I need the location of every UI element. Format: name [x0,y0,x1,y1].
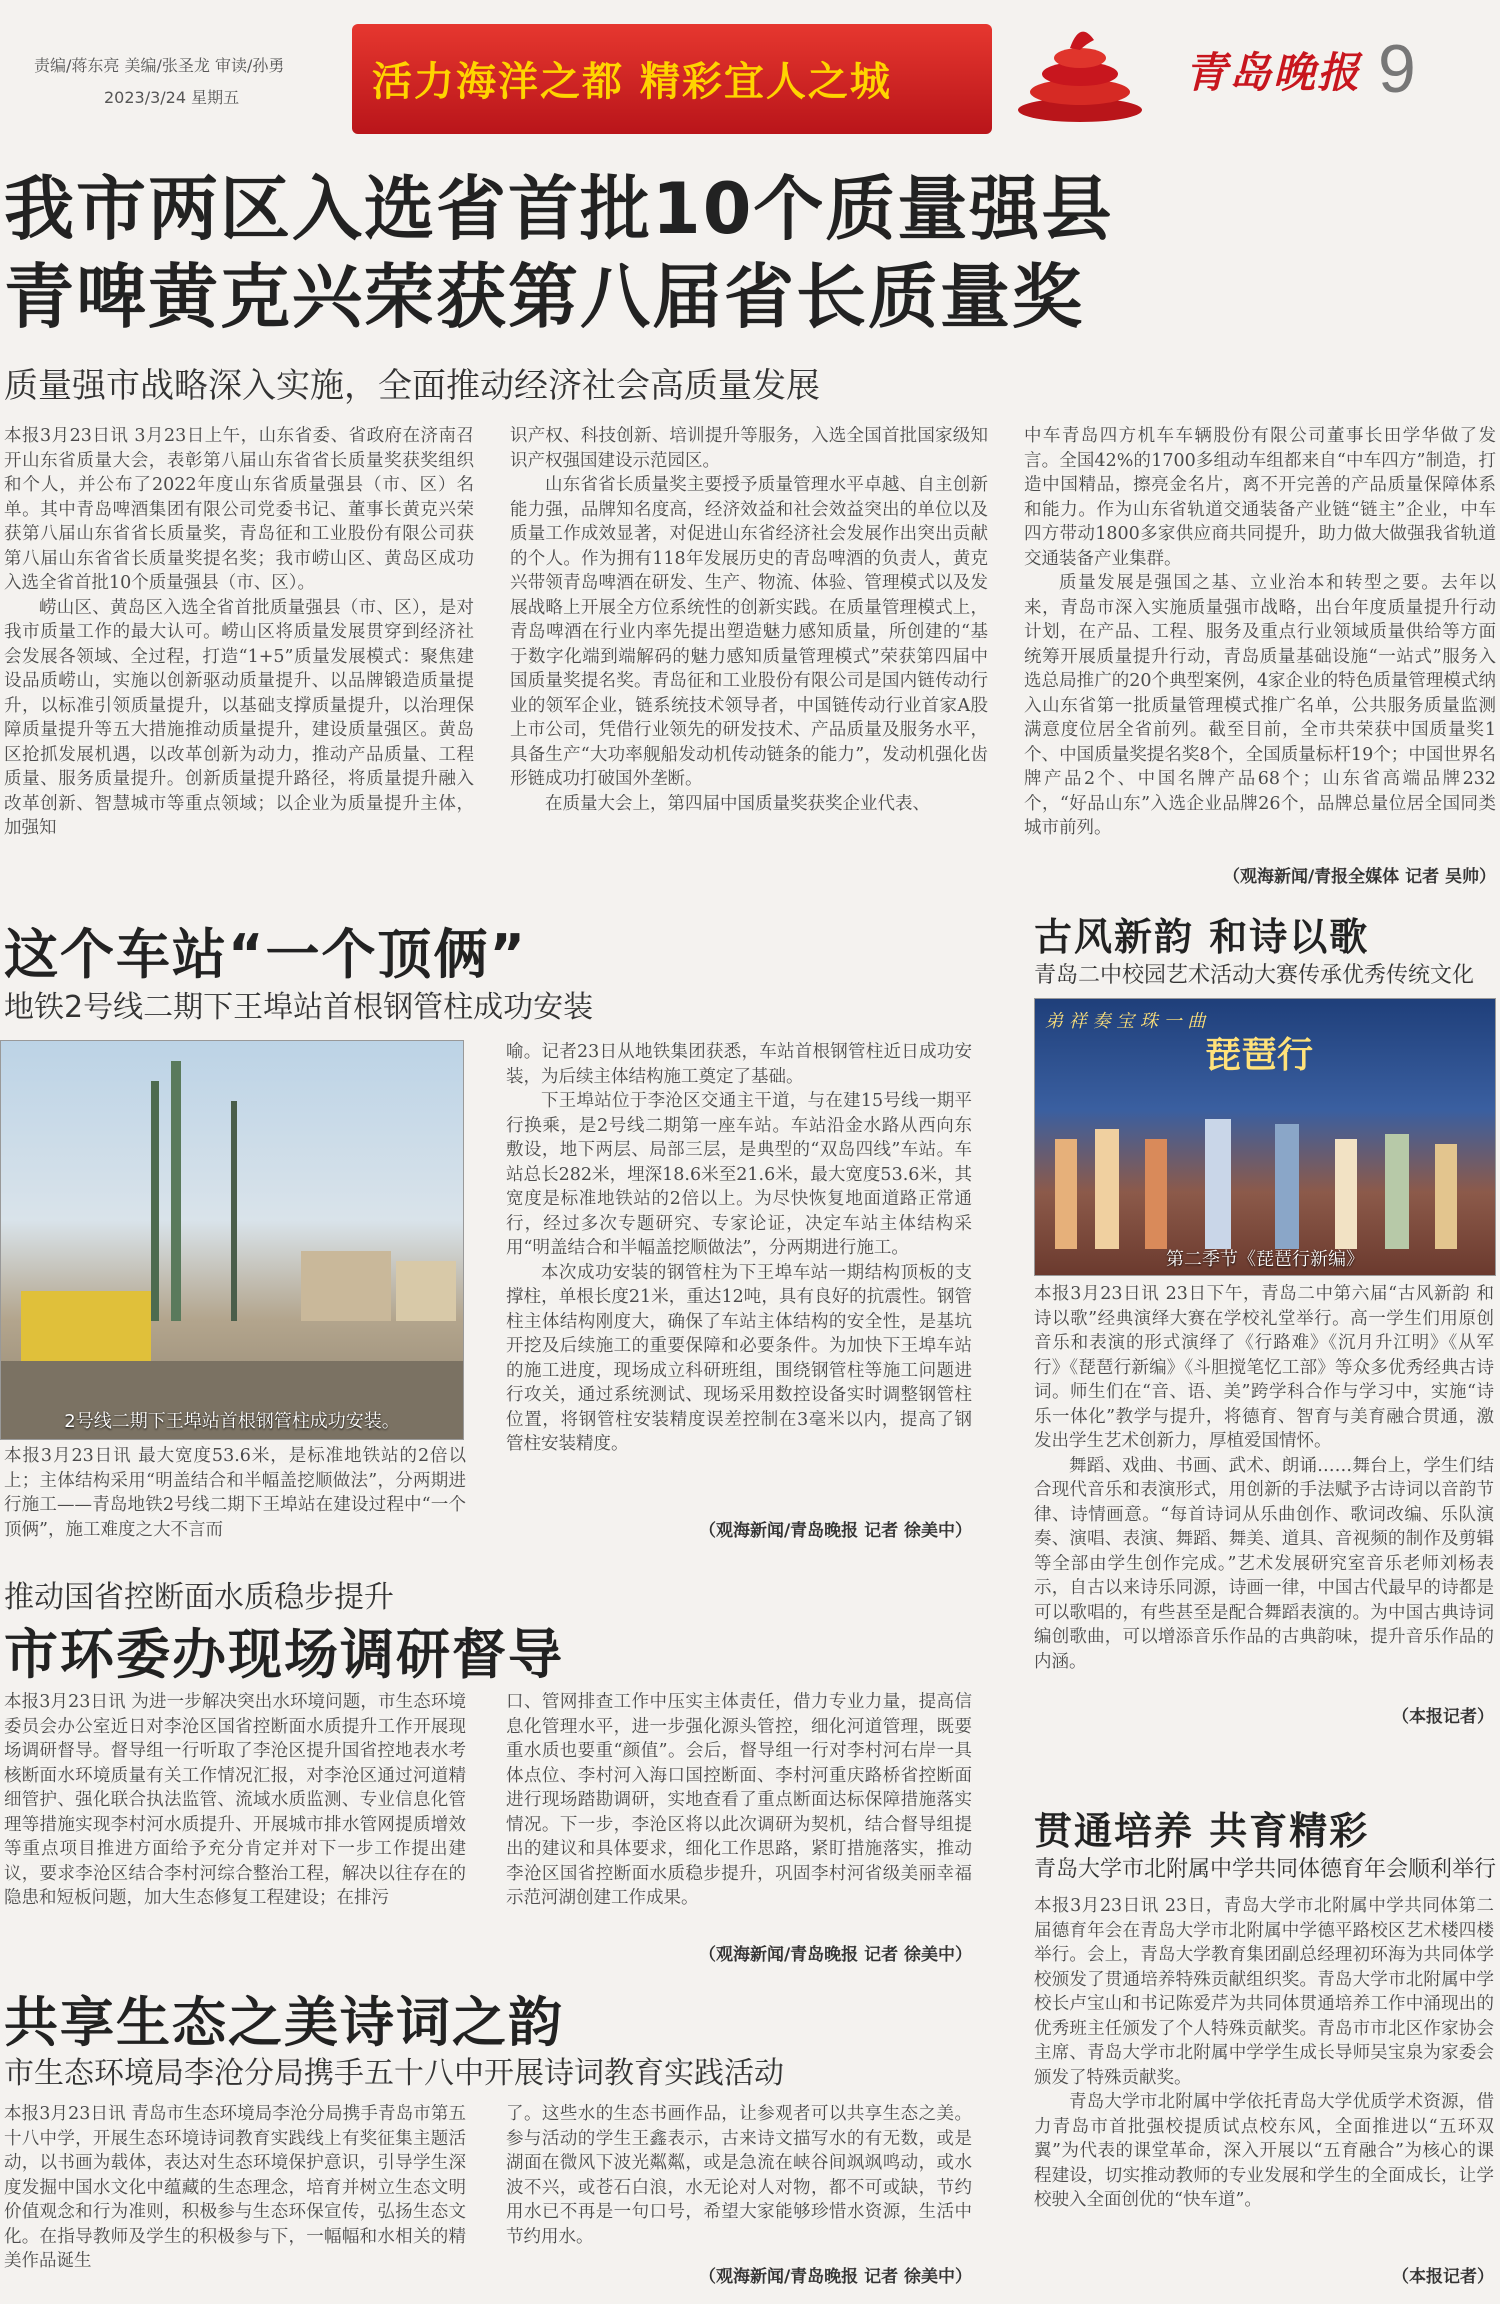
landmark-sculpture-icon [1010,18,1150,128]
subway-construction-photo [0,1040,464,1440]
article4-subtitle: 市生态环境局李沧分局携手五十八中开展诗词教育实践活动 [4,2056,784,2091]
article2-subtitle: 地铁2号线二期下王埠站首根钢管柱成功安装 [4,990,594,1025]
paragraph: 了。这些水的生态书画作品，让参观者可以共享生态之美。参与活动的学生王鑫表示，古来诗文描写水的有无数，或是湖面在微风下波光粼粼，或是急流在峡谷间飒飒鸣动，或水波不兴，或苍石白浪，水无论对人对物，都不可或缺，节约用水已不再是一句口号，希望大家能够珍惜水资源，生活中节约用水。 [506,2104,972,2247]
photo-title-text: 琵琶行 [1205,1034,1314,1076]
editors-line: 责编/蒋东亮 美编/张圣龙 审读/孙勇 [34,56,285,75]
paragraph: 下王埠站位于李沧区交通主干道，与在建15号线一期平行换乘，是2号线二期第一座车站。车站沿金水路从西向东敷设，地下两层、局部三层，是典型的“双岛四线”车站。车站总长282米，埋深18.6米至21.6米，最大宽度53.6米，其宽度是标准地铁站的2倍以上。为尽快恢复地面道路正常通行，经过多次专题研究、专家论证，决定车站主体结构采用“明盖结合和半幅盖挖顺做法”，分两期进行施工。 [506,1091,972,1258]
slogan-banner [352,24,992,134]
article5-credit: （本报记者） [1392,1707,1494,1727]
article1-column2 [510,424,988,886]
paragraph: 在质量大会上，第四届中国质量奖获奖企业代表、 [545,793,930,814]
paragraph: 舞蹈、戏曲、书画、武术、朗诵……舞台上，学生们结合现代音乐和表演形式，用创新的手法赋予古诗词以音韵节律、诗情画意。“每首诗词从乐曲创作、歌词改编、乐队演奏、演唱、表演、舞蹈、舞美、道具、音视频的制作及剪辑等全部由学生创作完成。”艺术发展研究室音乐老师刘杨表示，自古以来诗乐同源，诗画一律，中国古代最早的诗都是可以歌唱的，有些甚至是配合舞蹈表演的。为中国古典诗词编创歌曲，可以增添音乐作品的古典韵味，提升音乐作品的内涵。 [1034,1455,1494,1672]
paragraph: 崂山区、黄岛区入选全省首批质量强县（市、区），是对我市质量工作的最大认可。崂山区将质量发展贯穿到经济社会发展各领域、全过程，打造“1+5”质量发展模式：聚焦建设品质崂山，实施以创新驱动质量提升、以品牌锻造质量提升，以标准引领质量提升，以基础支撑质量提升，以治理保障质量提升等五大措施推动质量提升，建设质量强区。黄岛区抢抓发展机遇，以改革创新为动力，推动产品质量、工程质量、服务质量提升。创新质量提升路径，将质量提升融入改革创新、智慧城市等重点领域；以企业为质量提升主体，加强知 [4,597,474,838]
article1-column3 [1024,424,1496,864]
slogan-text: 活力海洋之都 精彩宜人之城 [372,59,892,105]
article5-title: 古风新韵 和诗以歌 [1034,915,1370,959]
paragraph: 中车青岛四方机车车辆股份有限公司董事长田学华做了发言。全国42%的1700多组动车组都来自“中车四方”制造，打造中国精品，擦亮金名片，离不开完善的产品质量保障体系和能力。作为山东省轨道交通装备产业链“链主”企业，中车四方带动1800多家供应商共同提升，助力做大做强我省轨道交通装备产业集群。 [1024,426,1496,569]
photo-caption: 第二季节《琵琶行新编》 [1166,1249,1364,1270]
paragraph: 本报3月23日讯 为进一步解决突出水环境问题，市生态环境委员会办公室近日对李沧区国省控断面水质提升工作开展现场调研督导。督导组一行听取了李沧区提升国省控地表水考核断面水环境质量有关工作情况汇报，对李沧区通过河道精细管护、强化联合执法监管、流域水质监测、专业信息化管理等措施实现李村河水质提升、开展城市排水管网提质增效等重点项目推进方面给予充分肯定并对下一步工作提出建议，要求李沧区结合李村河综合整治工程，解决以往存在的隐患和短板问题，加大生态修复工程建设；在排污 [4,1692,466,1908]
paragraph: 喻。记者23日从地铁集团获悉，车站首根钢管柱近日成功安装，为后续主体结构施工奠定了基础。 [506,1042,972,1087]
article6-subtitle: 青岛大学市北附属中学共同体德育年会顺利举行 [1034,1857,1497,1882]
article1-column1 [4,424,474,886]
performers-illustration [1035,999,1495,1275]
photo-banner-text: 弟 祥 奏 宝 珠 一 曲 [1045,1011,1206,1032]
paragraph: 青岛大学市北附属中学依托青岛大学优质学术资源，借力青岛市首批强校提质试点校东风，全面推进以“五环双翼”为代表的课堂革命，深入开展以“五育融合”为核心的课程建设，切实推动教师的专业发展和学生的全面成长，让学校驶入全面创优的“快车道”。 [1034,2092,1494,2210]
article4-title: 共享生态之美诗词之韵 [4,1991,564,2054]
article5-column1 [1034,1282,1494,1696]
paragraph: 本报3月23日讯 23日下午，青岛二中第六届“古风新韵 和诗以歌”经典演绎大赛在学校礼堂举行。高一学生们用原创音乐和表演的形式演绎了《行路难》《沉月升江明》《从军行》《琵琶行新编》《斗胆搅笔忆工部》等众多优秀经典古诗词。师生们在“音、语、美”跨学科合作与学习中，实施“诗乐一体化”教学与提升，将德育、智育与美育融合贯通，激发出学生艺术创新力，厚植爱国情怀。 [1034,1284,1494,1451]
article3-credit: （观海新闻/青岛晚报 记者 徐美中） [698,1945,972,1965]
paragraph: 质量发展是强国之基、立业治本和转型之要。去年以来，青岛市深入实施质量强市战略，出台年度质量提升行动计划，在产品、工程、服务及重点行业领域质量供给等方面统筹开展质量提升行动，青岛质量基础设施“一站式”服务入选总局推广的20个典型案例，4家企业的特色质量管理模式纳入山东省第一批质量管理模式推广名单，公共服务质量监测满意度位居全省前列。截至目前，全市共荣获中国质量奖1个、中国质量奖提名奖8个，全国质量标杆19个；中国世界名牌产品2个、中国名牌产品68个；山东省高端品牌232个，“好品山东”入选企业品牌26个，品牌总量位居全国同类城市前列。 [1024,573,1496,838]
paragraph: 口、管网排查工作中压实主体责任，借力专业力量，提高信息化管理水平，进一步强化源头管控，细化河道管理，既要重水质也要重“颜值”。会后，督导组一行对李村河右岸一具体点位、李村河入海口国控断面、李村河重庆路桥省控断面进行现场踏勘调研，实地查看了重点断面达标保障措施落实情况。下一步，李沧区将以此次调研为契机，结合督导组提出的建议和具体要求，细化工作思路，紧盯措施落实，推动李沧区国省控断面水质稳步提升，巩固李村河省级美丽幸福示范河湖创建工作成果。 [506,1692,972,1908]
article1-title-line1: 我市两区入选省首批10个质量强县 [4,168,1114,250]
paragraph: 本报3月23日讯 青岛市生态环境局李沧分局携手青岛市第五十八中学，开展生态环境诗词教育实践线上有奖征集主题活动，以书画为载体，表达对生态环境保护意识，引导学生深度发掘中国水文化中蕴藏的生态理念，培育并树立生态文明价值观念和行为准则，积极参与生态环保宣传，弘扬生态文化。在指导教师及学生的积极参与下，一幅幅和水相关的精美作品诞生 [4,2104,466,2271]
article1-title-line2: 青啤黄克兴荣获第八届省长质量奖 [4,256,1084,338]
paragraph: 本次成功安装的钢管柱为下王埠车站一期结构顶板的支撑柱，单根长度21米，重达12吨，具有良好的抗震性。钢管柱主体结构刚度大，确保了车站主体结构的安全性，是基坑开挖及后续施工的重要保障和必要条件。为加快下王埠车站的施工进度，现场成立科研班组，围绕钢管柱等施工问题进行攻关，通过系统测试、现场采用数控设备实时调整钢管柱位置，将钢管柱安装精度误差控制在3毫米以内，提高了钢管柱安装精度。 [506,1262,972,1454]
article4-column1 [4,2102,466,2298]
paragraph: 本报3月23日讯 23日，青岛大学市北附属中学共同体第二届德育年会在青岛大学市北附属中学德平路校区艺术楼四楼举行。会上，青岛大学教育集团副总经理初环海为共同体学校颁发了贯通培养特殊贡献组织奖。青岛大学市北附属中学校长卢宝山和书记陈爱芹为共同体贯通培养工作中涌现出的优秀班主任颁发了个人特殊贡献奖。青岛市市北区作家协会主席、青岛大学市北附属中学学生成长导师吴宝泉为家委会颁发了特殊贡献奖。 [1034,1896,1494,2088]
article2-column1 [4,1444,466,1542]
stage-performance-photo [1034,998,1496,1276]
article1-subtitle: 质量强市战略深入实施，全面推动经济社会高质量发展 [4,366,820,406]
article2-credit: （观海新闻/青岛晚报 记者 徐美中） [698,1521,972,1541]
paragraph: 识产权、科技创新、培训提升等服务，入选全国首批国家级知识产权强国建设示范园区。 [510,426,988,471]
article3-column1 [4,1690,466,1962]
article2-column2 [506,1040,972,1504]
paragraph: 本报3月23日讯 最大宽度53.6米，是标准地铁站的2倍以上；主体结构采用“明盖结合和半幅盖挖顺做法”，分两期进行施工——青岛地铁2号线二期下王埠站在建设过程中“一个顶俩”，施工难度之大不言而 [4,1446,466,1540]
article6-column1 [1034,1894,1494,2254]
article4-credit: （观海新闻/青岛晚报 记者 徐美中） [698,2267,972,2287]
article3-title: 市环委办现场调研督导 [4,1623,564,1686]
page-number: 9 [1378,31,1416,107]
article6-title: 贯通培养 共育精彩 [1034,1809,1370,1853]
issue-date: 2023/3/24 星期五 [104,88,240,107]
article2-title: 这个车站“一个顶俩” [4,923,527,986]
paragraph: 本报3月23日讯 3月23日上午，山东省委、省政府在济南召开山东省质量大会，表彰第八届山东省省长质量奖获奖组织和个人，并公布了2022年度山东省质量强县（市、区）名单。其中青岛啤酒集团有限公司党委书记、董事长黄克兴荣获第八届山东省省长质量奖，青岛征和工业股份有限公司获第八届山东省省长质量奖提名奖；我市崂山区、黄岛区成功入选全省首批10个质量强县（市、区）。 [4,426,474,593]
construction-scene-illustration [1,1041,463,1439]
article3-column2 [506,1690,972,1938]
paper-logo: 青岛晚报 [1185,48,1362,97]
article6-credit: （本报记者） [1392,2267,1494,2287]
photo-caption: 2号线二期下王埠站首根钢管柱成功安装。 [64,1411,400,1432]
article3-kicker: 推动国省控断面水质稳步提升 [4,1580,394,1615]
article1-credit: （观海新闻/青报全媒体 记者 吴帅） [1222,867,1496,887]
article4-column2 [506,2102,972,2252]
paragraph: 山东省省长质量奖主要授予质量管理水平卓越、自主创新能力强，品牌知名度高，经济效益和社会效益突出的单位以及质量工作成效显著，对促进山东省经济社会发展作出突出贡献的个人。作为拥有118年发展历史的青岛啤酒的负责人，黄克兴带领青岛啤酒在研发、生产、物流、体验、管理模式以及发展战略上开展全方位系统性的创新实践。在质量管理模式上，青岛啤酒在行业内率先提出塑造魅力感知质量，所创建的“基于数字化端到端解码的魅力感知质量管理模式”荣获第四届中国质量奖提名奖。青岛征和工业股份有限公司是国内链传动行业的领军企业，链系统技术领导者，中国链传动行业首家A股上市公司，凭借行业领先的研发技术、产品质量及服务水平，具备生产“大功率舰船发动机传动链条的能力”，发动机强化齿形链成功打破国外垄断。 [510,475,988,789]
article5-subtitle: 青岛二中校园艺术活动大赛传承优秀传统文化 [1034,963,1475,988]
